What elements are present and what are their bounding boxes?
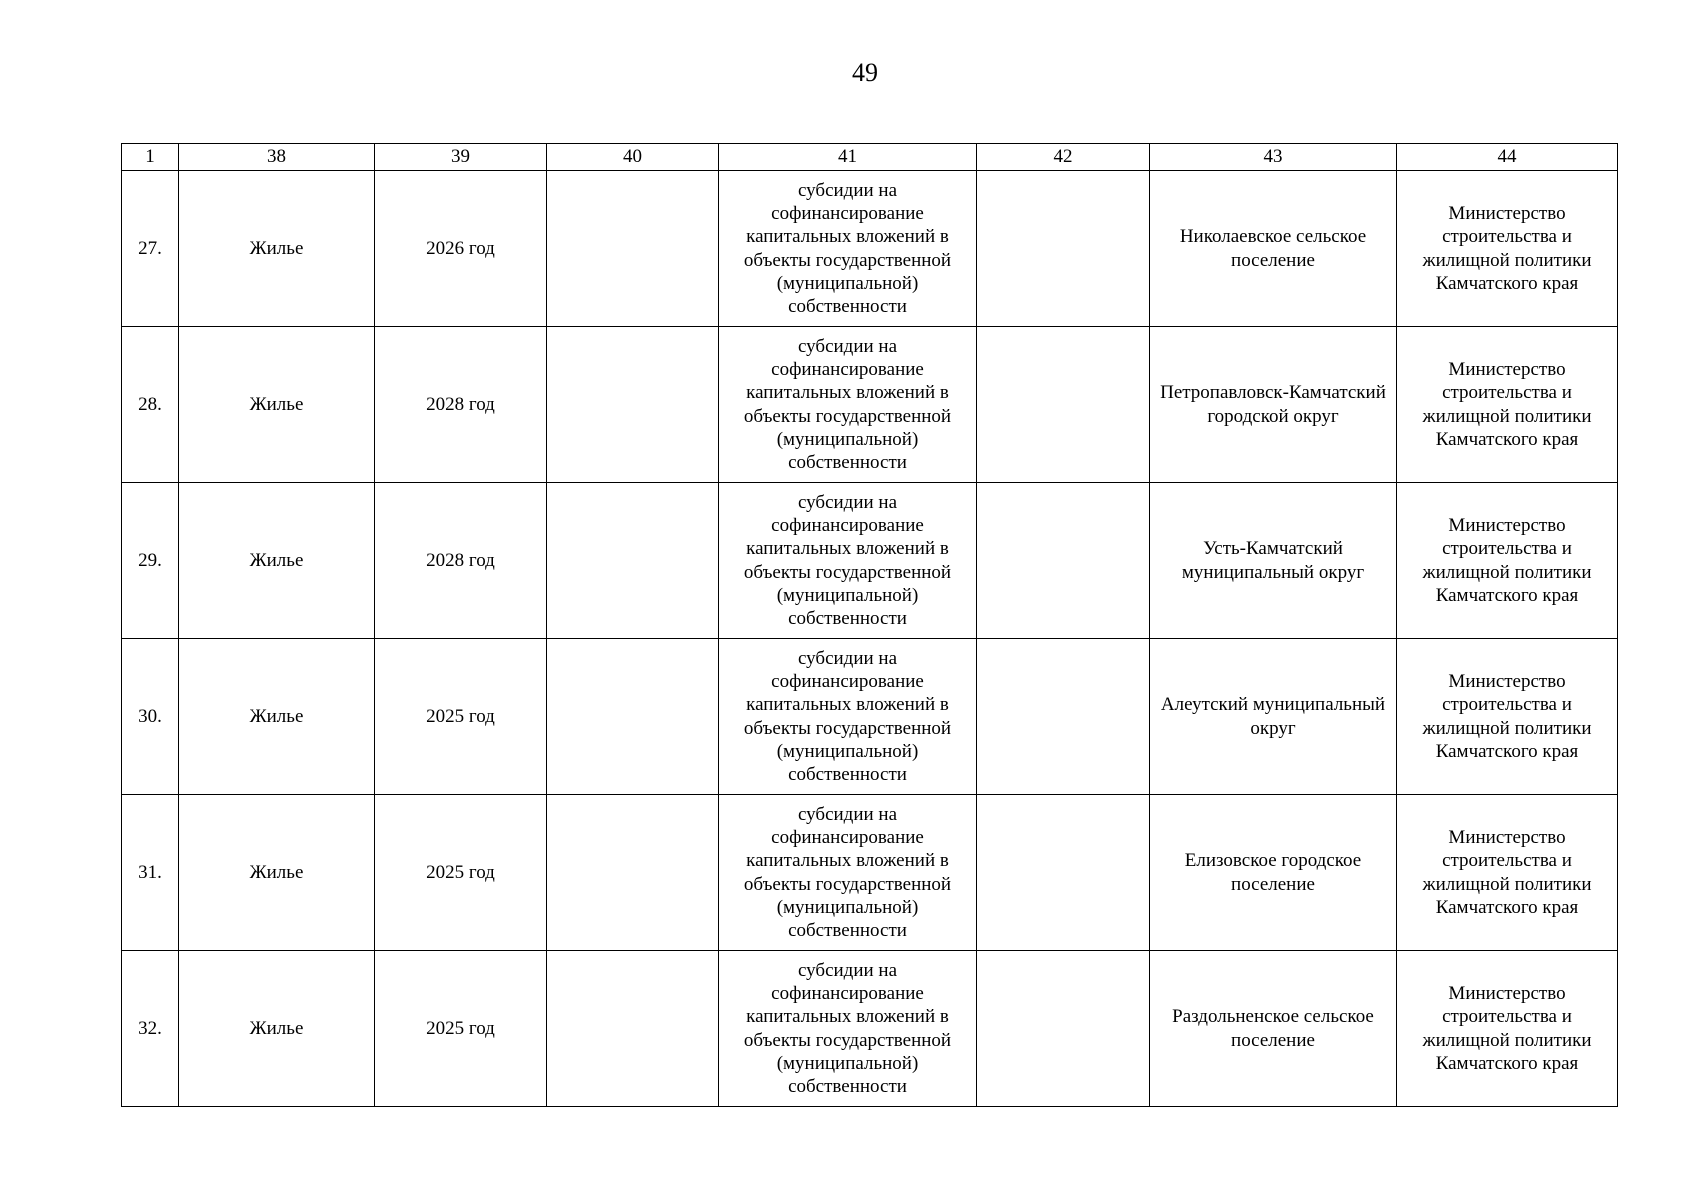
table-row	[122, 639, 1618, 795]
municipality-cell: Елизовское городское поселение	[1150, 795, 1397, 951]
ministry-cell: Министерство строительства и жилищной политики Камчатского края	[1397, 795, 1618, 951]
column-header: 42	[977, 144, 1150, 171]
object-type-cell: Жилье	[179, 795, 375, 951]
data-table	[121, 143, 1618, 1107]
row-number-cell: 27.	[122, 171, 179, 327]
empty-cell	[977, 639, 1150, 795]
year-cell: 2028 год	[375, 483, 547, 639]
column-header: 40	[547, 144, 719, 171]
municipality-cell: Алеутский муниципальный округ	[1150, 639, 1397, 795]
column-header: 38	[179, 144, 375, 171]
table-row	[122, 171, 1618, 327]
empty-cell	[547, 951, 719, 1107]
column-header: 44	[1397, 144, 1618, 171]
row-number-cell: 30.	[122, 639, 179, 795]
year-cell: 2025 год	[375, 639, 547, 795]
row-number-cell: 32.	[122, 951, 179, 1107]
municipality-cell: Николаевское сельское поселение	[1150, 171, 1397, 327]
funding-source-cell: субсидии на софинансирование капитальных вложений в объекты государственной (муниципальной) собственности	[719, 795, 977, 951]
empty-cell	[547, 327, 719, 483]
ministry-cell: Министерство строительства и жилищной политики Камчатского края	[1397, 327, 1618, 483]
object-type-cell: Жилье	[179, 483, 375, 639]
funding-source-cell: субсидии на софинансирование капитальных вложений в объекты государственной (муниципальной) собственности	[719, 171, 977, 327]
table-row	[122, 483, 1618, 639]
empty-cell	[547, 795, 719, 951]
empty-cell	[977, 327, 1150, 483]
empty-cell	[977, 483, 1150, 639]
empty-cell	[547, 171, 719, 327]
empty-cell	[547, 639, 719, 795]
ministry-cell: Министерство строительства и жилищной политики Камчатского края	[1397, 639, 1618, 795]
column-header: 39	[375, 144, 547, 171]
empty-cell	[977, 171, 1150, 327]
year-cell: 2025 год	[375, 951, 547, 1107]
object-type-cell: Жилье	[179, 951, 375, 1107]
funding-source-cell: субсидии на софинансирование капитальных вложений в объекты государственной (муниципальной) собственности	[719, 951, 977, 1107]
empty-cell	[977, 795, 1150, 951]
ministry-cell: Министерство строительства и жилищной политики Камчатского края	[1397, 951, 1618, 1107]
ministry-cell: Министерство строительства и жилищной политики Камчатского края	[1397, 483, 1618, 639]
municipality-cell: Петропавловск-Камчатский городской округ	[1150, 327, 1397, 483]
ministry-cell: Министерство строительства и жилищной политики Камчатского края	[1397, 171, 1618, 327]
column-header: 43	[1150, 144, 1397, 171]
column-header: 41	[719, 144, 977, 171]
year-cell: 2028 год	[375, 327, 547, 483]
row-number-cell: 29.	[122, 483, 179, 639]
table-row	[122, 951, 1618, 1107]
year-cell: 2025 год	[375, 795, 547, 951]
funding-source-cell: субсидии на софинансирование капитальных вложений в объекты государственной (муниципальной) собственности	[719, 327, 977, 483]
object-type-cell: Жилье	[179, 327, 375, 483]
funding-source-cell: субсидии на софинансирование капитальных вложений в объекты государственной (муниципальной) собственности	[719, 483, 977, 639]
funding-source-cell: субсидии на софинансирование капитальных вложений в объекты государственной (муниципальной) собственности	[719, 639, 977, 795]
table-header-row	[122, 144, 1618, 171]
table-row	[122, 795, 1618, 951]
year-cell: 2026 год	[375, 171, 547, 327]
column-header: 1	[122, 144, 179, 171]
empty-cell	[547, 483, 719, 639]
row-number-cell: 31.	[122, 795, 179, 951]
object-type-cell: Жилье	[179, 171, 375, 327]
page-number: 49	[852, 58, 878, 87]
table-row	[122, 327, 1618, 483]
municipality-cell: Усть-Камчатский муниципальный округ	[1150, 483, 1397, 639]
empty-cell	[977, 951, 1150, 1107]
row-number-cell: 28.	[122, 327, 179, 483]
object-type-cell: Жилье	[179, 639, 375, 795]
municipality-cell: Раздольненское сельское поселение	[1150, 951, 1397, 1107]
